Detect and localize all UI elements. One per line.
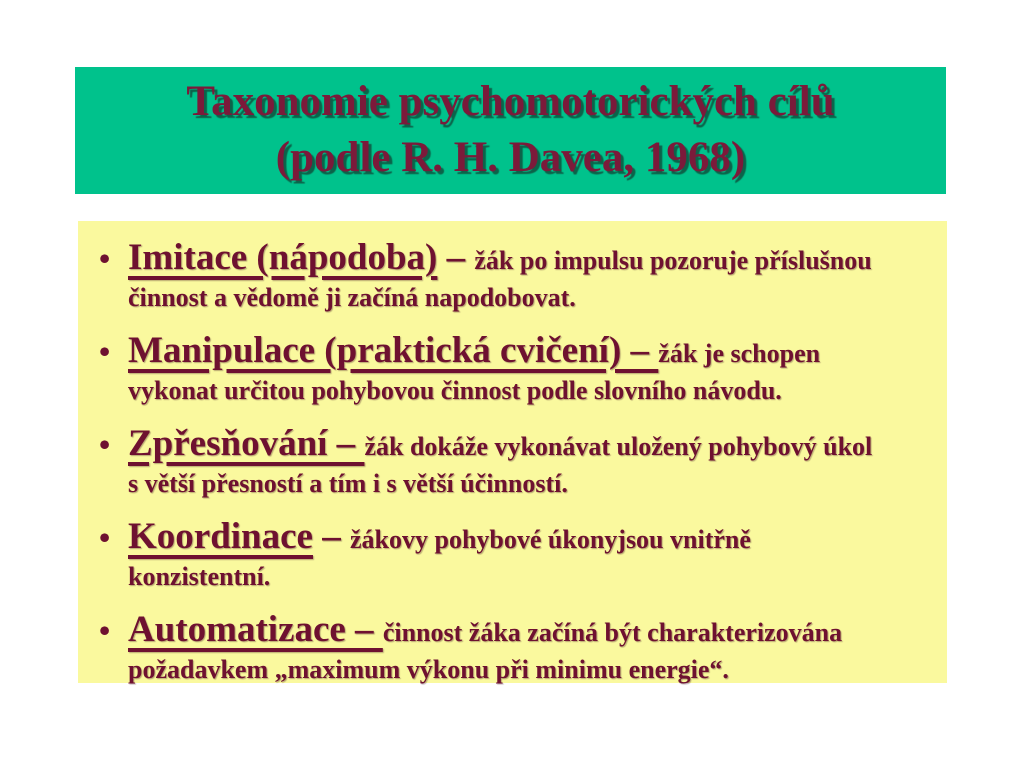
item-desc-line1: činnost žáka začíná být charakterizována	[382, 618, 843, 647]
slide-title-line1: Taxonomie psychomotorických cílů	[186, 78, 835, 125]
item-term: Koordinace	[128, 516, 313, 557]
list-item	[99, 328, 931, 408]
list-item	[99, 514, 931, 594]
bullet-icon: •	[99, 240, 111, 276]
item-term: Imitace (nápodoba)	[128, 237, 438, 278]
item-desc-line2: vykonat určitou pohybovou činnost podle slovního návodu.	[128, 376, 782, 405]
item-desc-line2: konzistentní.	[128, 562, 271, 591]
bullet-icon: •	[99, 519, 111, 555]
slide-title-line2: (podle R. H. Davea, 1968)	[275, 134, 746, 181]
bullet-list	[99, 235, 931, 687]
item-desc-line2: požadavkem „maximum výkonu při minimu energie“.	[128, 655, 729, 684]
bullet-icon: •	[99, 426, 111, 462]
item-term: Zpřesňování –	[128, 423, 365, 464]
item-desc-line2: činnost a vědomě ji začíná napodobovat.	[128, 283, 576, 312]
title-bar	[75, 67, 946, 194]
list-item	[99, 421, 931, 501]
bullet-icon: •	[99, 333, 111, 369]
item-term: Manipulace (praktická cvičení) –	[128, 330, 659, 371]
item-desc-line1: žák dokáže vykonávat uložený pohybový úkol	[364, 432, 873, 461]
content-box	[78, 221, 947, 683]
item-term: Automatizace –	[128, 609, 383, 650]
list-item	[99, 235, 931, 315]
list-item	[99, 607, 931, 687]
item-dash: –	[312, 516, 350, 557]
item-desc-line1: žákovy pohybové úkonyjsou vnitřně	[349, 525, 751, 554]
bullet-icon: •	[99, 612, 111, 648]
item-desc-line2: s větší přesností a tím i s větší účinností.	[128, 469, 568, 498]
item-desc-line1: žák po impulsu pozoruje příslušnou	[474, 246, 872, 275]
item-dash: –	[437, 237, 475, 278]
item-desc-line1: žák je schopen	[658, 339, 821, 368]
